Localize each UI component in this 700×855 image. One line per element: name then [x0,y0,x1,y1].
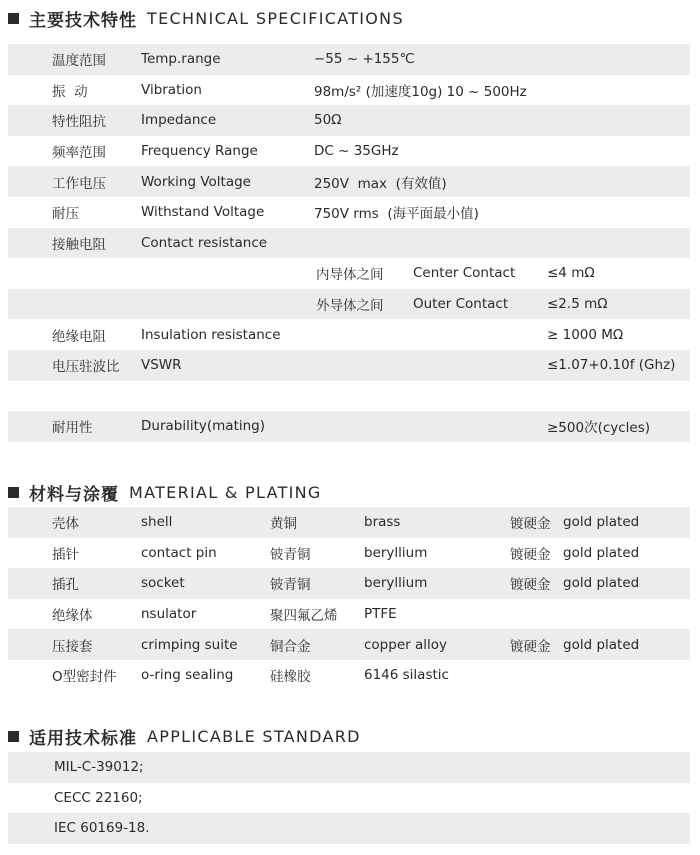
spec-value: ≤4 mΩ [547,265,595,282]
spec-row [8,411,690,442]
spec-label-en: Vibration [141,81,202,98]
spec-row [8,319,690,350]
heading-square-icon [8,731,19,742]
heading-square-icon [8,13,19,24]
spec-value: ≤1.07+0.10f (Ghz) [547,357,676,374]
spec-label-zh: 温度范围 [52,53,106,70]
spec-row [8,105,690,136]
spec-value: 750V rms (海平面最小值) [314,206,479,223]
material-en: 6146 silastic [364,667,449,684]
spec-label-en: Insulation resistance [141,326,281,343]
spec-value: DC ~ 35GHz [314,143,399,160]
spec-sub-label-zh: 内导体之间 [316,267,384,284]
part-zh: 绝缘体 [52,608,93,625]
spec-sub-label-zh: 外导体之间 [316,298,384,315]
material-en: beryllium [364,575,428,592]
spec-row [8,350,690,381]
part-zh: 压接套 [52,638,93,655]
spec-value: 98m/s² (加速度10g) 10 ~ 500Hz [314,83,527,100]
spec-row [8,228,690,259]
heading-square-icon [8,487,19,498]
spec-value: −55 ~ +155℃ [314,51,415,68]
material-table [8,507,690,691]
part-en: contact pin [141,544,217,561]
spec-label-en: Durability(mating) [141,418,266,435]
material-row [8,538,690,569]
spec-label-en: Impedance [141,112,217,129]
material-en: PTFE [364,606,397,623]
spec-value: ≥ 1000 MΩ [547,326,624,343]
standard-item [8,783,690,814]
spec-row [8,197,690,228]
plating-en: gold plated [563,575,640,592]
spec-label-en: Temp.range [141,51,221,68]
material-row [8,507,690,538]
material-zh: 铍青铜 [270,577,311,594]
material-row [8,568,690,599]
material-row [8,660,690,691]
material-zh: 聚四氟乙烯 [270,608,338,625]
material-zh: 铜合金 [270,638,311,655]
heading-title-zh: 材料与涂覆 [29,484,119,505]
heading-title-zh: 适用技术标准 [29,728,137,749]
tech-specs-table [8,44,690,442]
material-row [8,629,690,660]
spec-row [8,44,690,75]
spec-row [8,136,690,167]
spec-label-en: Withstand Voltage [141,204,265,221]
part-zh: O型密封件 [52,669,117,686]
part-zh: 插针 [52,546,79,563]
spacer-row [8,381,690,412]
spec-label-zh: 工作电压 [52,175,106,192]
heading-title-en: TECHNICAL SPECIFICATIONS [147,8,404,28]
part-en: nsulator [141,606,197,623]
heading-title-en: MATERIAL & PLATING [129,482,322,502]
spec-subrow [8,258,690,289]
spec-label-zh: 电压驻波比 [52,359,120,376]
spec-label-zh: 频率范围 [52,145,106,162]
spec-value: 250V max (有效值) [314,175,447,192]
spec-row [8,75,690,106]
spec-label-zh: 绝缘电阻 [52,328,106,345]
material-en: copper alloy [364,636,447,653]
part-en: o-ring sealing [141,667,234,684]
material-en: beryllium [364,544,428,561]
plating-en: gold plated [563,636,640,653]
spec-label-zh: 耐用性 [52,420,93,437]
material-heading [8,480,322,504]
spec-value: ≤2.5 mΩ [547,296,608,313]
spec-label-zh: 振 动 [52,83,88,100]
plating-zh: 镀硬金 [510,516,551,533]
spec-value: ≥500次(cycles) [547,420,651,437]
part-en: shell [141,514,173,531]
spec-value: 50Ω [314,112,342,129]
material-zh: 铍青铜 [270,546,311,563]
spec-label-zh: 接触电阻 [52,236,106,253]
standard-heading [8,724,361,748]
material-row [8,599,690,630]
spec-sub-label-en: Outer Contact [413,296,509,313]
heading-title-zh: 主要技术特性 [29,10,137,31]
heading-title-en: APPLICABLE STANDARD [147,726,361,746]
standard-item [8,752,690,783]
spec-sub-label-en: Center Contact [413,265,516,282]
plating-en: gold plated [563,514,640,531]
spec-label-en: VSWR [141,357,182,374]
plating-zh: 镀硬金 [510,546,551,563]
spec-subrow [8,289,690,320]
spec-label-en: Frequency Range [141,143,258,160]
part-en: crimping suite [141,636,238,653]
standard-code: CECC 22160; [54,789,143,806]
standard-item [8,813,690,844]
spec-label-en: Contact resistance [141,234,268,251]
material-zh: 硅橡胶 [270,669,311,686]
plating-zh: 镀硬金 [510,577,551,594]
spec-label-zh: 耐压 [52,206,79,223]
standard-code: IEC 60169-18. [54,820,150,837]
material-zh: 黄铜 [270,516,297,533]
part-zh: 壳体 [52,516,79,533]
plating-zh: 镀硬金 [510,638,551,655]
material-en: brass [364,514,401,531]
plating-en: gold plated [563,544,640,561]
standard-list [8,752,690,844]
tech-specs-heading [8,6,404,30]
standard-code: MIL-C-39012; [54,759,144,776]
spec-label-en: Working Voltage [141,173,251,190]
part-zh: 插孔 [52,577,79,594]
part-en: socket [141,575,185,592]
spec-label-zh: 特性阻抗 [52,114,106,131]
spec-row [8,166,690,197]
